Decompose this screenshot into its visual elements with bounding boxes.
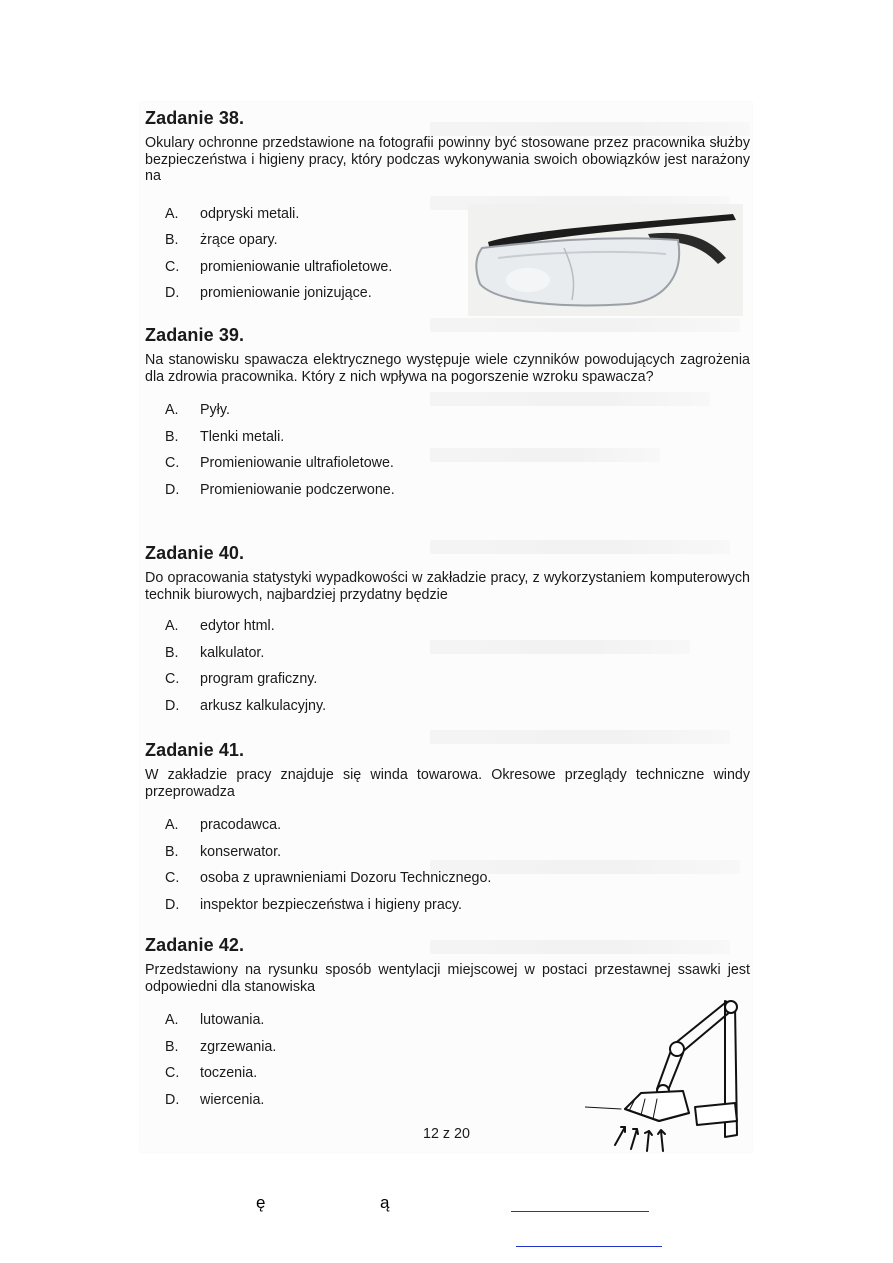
option-text: żrące opary. — [200, 232, 278, 248]
footer-char: ą — [380, 1193, 390, 1212]
option-text: odpryski metali. — [200, 205, 300, 222]
option-label: C. — [165, 258, 180, 275]
answer-option[interactable] — [145, 666, 750, 693]
answer-option[interactable] — [145, 812, 750, 839]
task-39 — [145, 325, 750, 503]
option-text: kalkulator. — [200, 644, 265, 661]
task-title: Zadanie 38. — [145, 108, 245, 128]
option-text: promieniowanie jonizujące. — [200, 285, 372, 301]
option-label: B. — [165, 428, 179, 445]
answer-option[interactable] — [145, 450, 750, 477]
option-label: D. — [165, 896, 180, 913]
option-text: pracodawca. — [200, 817, 282, 833]
option-label: B. — [165, 644, 179, 661]
answer-option[interactable] — [145, 424, 750, 451]
task-question: Na stanowisku spawacza elektrycznego występuje wiele czynników powodujących zagrożenia dla zdrowia pracownika. Który z nich wpływa na pogorszenie wzroku spawacza? — [145, 352, 750, 385]
link-underline[interactable] — [516, 1246, 662, 1247]
answer-option[interactable] — [145, 477, 750, 504]
option-text: arkusz kalkulacyjny. — [200, 697, 327, 714]
option-text: promieniowanie ultrafioletowe. — [200, 258, 393, 275]
answer-option[interactable] — [145, 397, 750, 424]
option-label: A. — [165, 1012, 179, 1028]
option-text: Promieniowanie podczerwone. — [200, 481, 395, 498]
answer-list — [145, 812, 750, 918]
footer-char: ę — [256, 1193, 266, 1212]
option-text: toczenia. — [200, 1065, 258, 1081]
answer-option[interactable] — [145, 839, 750, 866]
option-text: konserwator. — [200, 843, 282, 860]
option-label: B. — [165, 232, 179, 248]
option-text: zgrzewania. — [200, 1038, 277, 1055]
option-text: Promieniowanie ultrafioletowe. — [200, 455, 394, 471]
option-text: program graficzny. — [200, 671, 318, 687]
task-question: Do opracowania statystyki wypadkowości w zakładzie pracy, z wykorzystaniem komputerowych technik biurowych, najbardziej przydatny będzie — [145, 570, 750, 603]
task-question: Okulary ochronne przedstawione na fotografii powinny być stosowane przez pracownika służby bezpieczeństwa i higieny pracy, który podczas wykonywania swoich obowiązków jest narażony na — [145, 135, 750, 184]
task-40 — [145, 543, 750, 719]
answer-option[interactable] — [145, 640, 750, 667]
option-text: inspektor bezpieczeństwa i higieny pracy. — [200, 896, 462, 913]
option-label: A. — [165, 817, 179, 833]
option-text: Tlenki metali. — [200, 428, 285, 445]
option-text: Pyły. — [200, 402, 230, 418]
option-label: B. — [165, 1038, 179, 1055]
task-title: Zadanie 39. — [145, 325, 245, 345]
page-number: 12 z 20 — [423, 1126, 470, 1142]
answer-option[interactable] — [145, 613, 750, 640]
answer-option[interactable] — [145, 693, 750, 720]
option-label: D. — [165, 481, 180, 498]
answer-option[interactable] — [145, 892, 750, 919]
link-underline[interactable] — [511, 1211, 649, 1212]
task-title: Zadanie 42. — [145, 935, 245, 955]
option-text: wiercenia. — [200, 1091, 265, 1108]
task-question: W zakładzie pracy znajduje się winda towarowa. Okresowe przeglądy techniczne windy przeprowadza — [145, 767, 750, 800]
task-question: Przedstawiony na rysunku sposób wentylacji miejscowej w postaci przestawnej ssawki jest odpowiedni dla stanowiska — [145, 962, 750, 995]
option-text: edytor html. — [200, 618, 275, 634]
option-label: B. — [165, 843, 179, 860]
answer-list — [145, 613, 750, 719]
answer-option[interactable] — [145, 865, 750, 892]
option-text: lutowania. — [200, 1012, 265, 1028]
option-label: D. — [165, 697, 180, 714]
option-label: D. — [165, 1091, 180, 1108]
task-title: Zadanie 40. — [145, 543, 245, 563]
option-label: C. — [165, 1065, 180, 1081]
option-label: D. — [165, 285, 180, 301]
task-title: Zadanie 41. — [145, 740, 245, 760]
answer-list — [145, 397, 750, 503]
option-text: osoba z uprawnieniami Dozoru Technicznego. — [200, 870, 492, 886]
option-label: C. — [165, 455, 180, 471]
option-label: A. — [165, 402, 179, 418]
task-41 — [145, 740, 750, 918]
option-label: A. — [165, 205, 179, 222]
option-label: C. — [165, 870, 180, 886]
option-label: A. — [165, 618, 179, 634]
option-label: C. — [165, 671, 180, 687]
safety-glasses-icon — [468, 204, 743, 316]
